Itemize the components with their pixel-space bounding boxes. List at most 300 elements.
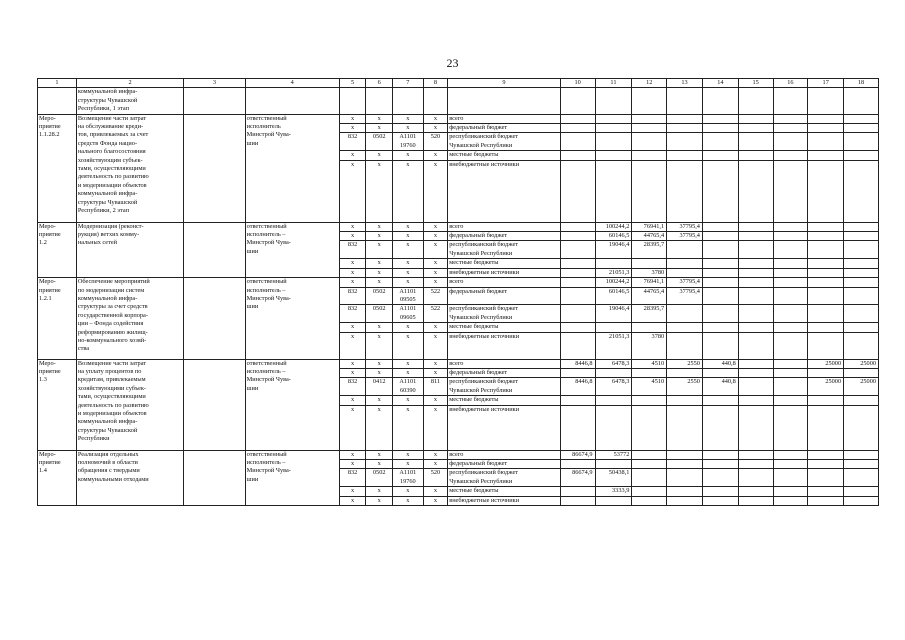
target-item-cell: x <box>392 323 423 332</box>
year-value-cell <box>844 232 879 241</box>
year-value-cell <box>738 133 773 151</box>
grbs-cell: 832 <box>339 305 366 323</box>
year-value-cell: 8446,8 <box>560 378 595 396</box>
expense-type-cell: x <box>423 496 448 505</box>
year-value-cell <box>560 323 595 332</box>
year-value-cell <box>738 305 773 323</box>
target-item-cell: x <box>392 450 423 459</box>
year-value-cell <box>702 278 738 287</box>
table-row <box>38 88 879 114</box>
expense-type-cell: 522 <box>423 287 448 305</box>
year-value-cell <box>667 469 703 487</box>
expense-type-cell: x <box>423 259 448 268</box>
year-value-cell <box>632 124 667 133</box>
target-item-cell: x <box>392 487 423 496</box>
grbs-cell: x <box>339 359 366 368</box>
grbs-cell: x <box>339 405 366 450</box>
year-value-cell <box>667 114 703 123</box>
funding-source-cell: внебюджетные источники <box>448 405 561 450</box>
year-value-cell <box>738 332 773 359</box>
year-value-cell <box>560 278 595 287</box>
column-number: 8 <box>423 79 448 88</box>
year-value-cell <box>738 359 773 368</box>
expense-type-cell: 522 <box>423 305 448 323</box>
year-value-cell <box>632 496 667 505</box>
funding-source-cell: местные бюджеты <box>448 259 561 268</box>
column-number: 10 <box>560 79 595 88</box>
year-value-cell <box>595 396 632 405</box>
year-value-cell <box>702 459 738 468</box>
year-value-cell: 6478,3 <box>595 359 632 368</box>
year-value-cell: 53772 <box>595 450 632 459</box>
year-value-cell <box>773 332 808 359</box>
year-value-cell: 440,8 <box>702 378 738 396</box>
expense-type-cell <box>423 88 448 114</box>
measure-name-cell: Реализация отдельных полномочий в области обращения с твердыми коммунальными отходами <box>76 450 183 505</box>
year-value-cell: 8446,8 <box>560 359 595 368</box>
column-number: 4 <box>245 79 339 88</box>
measure-id-cell: Меро- приятие 1.2.1 <box>38 278 77 359</box>
year-value-cell <box>738 114 773 123</box>
year-value-cell <box>560 368 595 377</box>
year-value-cell <box>808 160 844 222</box>
grbs-cell: x <box>339 259 366 268</box>
year-value-cell: 100244,2 <box>595 278 632 287</box>
year-value-cell <box>738 268 773 277</box>
year-value-cell <box>632 259 667 268</box>
year-value-cell <box>773 496 808 505</box>
year-value-cell <box>560 241 595 259</box>
executor-cell: ответственный исполнитель – Минстрой Чува- шии <box>245 222 339 277</box>
year-value-cell: 21051,3 <box>595 332 632 359</box>
measure-name-cell: коммунальной инфра- структуры Чувашской Республики, 1 этап <box>76 88 183 114</box>
empty-cell <box>184 222 245 277</box>
funding-source-cell: республиканский бюджет Чувашской Республики <box>448 241 561 259</box>
year-value-cell <box>632 450 667 459</box>
column-number: 6 <box>366 79 393 88</box>
year-value-cell <box>702 487 738 496</box>
expense-type-cell: x <box>423 450 448 459</box>
measure-id-cell: Меро- приятие 1.1.28.2 <box>38 114 77 222</box>
year-value-cell <box>595 133 632 151</box>
column-number-row <box>38 79 879 88</box>
year-value-cell <box>560 487 595 496</box>
year-value-cell <box>844 305 879 323</box>
section-cell: x <box>366 241 393 259</box>
year-value-cell <box>844 151 879 160</box>
year-value-cell <box>595 459 632 468</box>
year-value-cell <box>808 133 844 151</box>
year-value-cell <box>808 368 844 377</box>
year-value-cell <box>773 305 808 323</box>
grbs-cell: x <box>339 222 366 231</box>
year-value-cell <box>667 487 703 496</box>
target-item-cell: x <box>392 114 423 123</box>
expense-type-cell: x <box>423 487 448 496</box>
year-value-cell <box>773 469 808 487</box>
section-cell: x <box>366 160 393 222</box>
year-value-cell <box>632 160 667 222</box>
empty-cell <box>184 278 245 359</box>
year-value-cell <box>702 133 738 151</box>
year-value-cell <box>808 222 844 231</box>
section-cell: 0502 <box>366 469 393 487</box>
target-item-cell: x <box>392 232 423 241</box>
year-value-cell <box>773 405 808 450</box>
year-value-cell: 86674,9 <box>560 469 595 487</box>
table-row <box>38 278 879 287</box>
year-value-cell <box>738 151 773 160</box>
year-value-cell <box>738 459 773 468</box>
year-value-cell: 19046,4 <box>595 305 632 323</box>
section-cell: x <box>366 259 393 268</box>
year-value-cell <box>560 332 595 359</box>
funding-source-cell: федеральный бюджет <box>448 124 561 133</box>
year-value-cell <box>738 259 773 268</box>
grbs-cell: x <box>339 323 366 332</box>
year-value-cell <box>667 323 703 332</box>
column-number: 12 <box>632 79 667 88</box>
year-value-cell: 60146,5 <box>595 232 632 241</box>
year-value-cell <box>595 160 632 222</box>
expense-type-cell: x <box>423 232 448 241</box>
expense-type-cell: x <box>423 278 448 287</box>
expense-type-cell: x <box>423 222 448 231</box>
year-value-cell <box>844 114 879 123</box>
grbs-cell: x <box>339 487 366 496</box>
funding-source-cell: местные бюджеты <box>448 323 561 332</box>
section-cell: x <box>366 405 393 450</box>
column-number: 5 <box>339 79 366 88</box>
year-value-cell <box>632 405 667 450</box>
year-value-cell <box>738 323 773 332</box>
year-value-cell: 25000 <box>844 359 879 368</box>
empty-cell <box>184 450 245 505</box>
column-number: 1 <box>38 79 77 88</box>
funding-source-cell: всего <box>448 278 561 287</box>
grbs-cell: 832 <box>339 469 366 487</box>
expense-type-cell: x <box>423 359 448 368</box>
measure-name-cell: Обеспечение мероприятий по модернизации систем коммунальной инфра- структуры за счет средств государственной корпора- ции – Фонда содействия реформированию жилищ- но-коммунального хозяй- ства <box>76 278 183 359</box>
funding-source-cell: внебюджетные источники <box>448 160 561 222</box>
executor-cell: ответственный исполнитель – Минстрой Чува- шии <box>245 278 339 359</box>
funding-source-cell: местные бюджеты <box>448 487 561 496</box>
year-value-cell: 25000 <box>808 359 844 368</box>
year-value-cell <box>560 114 595 123</box>
grbs-cell: 832 <box>339 241 366 259</box>
year-value-cell <box>560 396 595 405</box>
year-value-cell <box>808 323 844 332</box>
year-value-cell: 2550 <box>667 359 703 368</box>
year-value-cell <box>702 469 738 487</box>
year-value-cell <box>667 396 703 405</box>
section-cell: x <box>366 222 393 231</box>
year-value-cell <box>808 278 844 287</box>
grbs-cell: x <box>339 124 366 133</box>
section-cell: x <box>366 268 393 277</box>
expense-type-cell: 520 <box>423 469 448 487</box>
year-value-cell <box>773 359 808 368</box>
year-value-cell <box>667 124 703 133</box>
grbs-cell <box>339 88 366 114</box>
year-value-cell <box>560 287 595 305</box>
expense-type-cell: x <box>423 396 448 405</box>
grbs-cell: x <box>339 160 366 222</box>
expense-type-cell: x <box>423 124 448 133</box>
year-value-cell <box>595 368 632 377</box>
year-value-cell <box>560 259 595 268</box>
grbs-cell: x <box>339 151 366 160</box>
year-value-cell <box>595 323 632 332</box>
year-value-cell <box>560 268 595 277</box>
year-value-cell <box>773 259 808 268</box>
year-value-cell <box>560 124 595 133</box>
year-value-cell <box>667 496 703 505</box>
year-value-cell <box>560 222 595 231</box>
year-value-cell <box>702 450 738 459</box>
target-item-cell: x <box>392 160 423 222</box>
target-item-cell: А1101 19760 <box>392 469 423 487</box>
measure-id-cell: Меро- приятие 1.4 <box>38 450 77 505</box>
year-value-cell <box>738 222 773 231</box>
year-value-cell <box>738 241 773 259</box>
year-value-cell <box>808 114 844 123</box>
year-value-cell <box>808 151 844 160</box>
expense-type-cell: x <box>423 459 448 468</box>
grbs-cell: x <box>339 114 366 123</box>
year-value-cell <box>595 124 632 133</box>
year-value-cell <box>702 496 738 505</box>
section-cell: 0502 <box>366 305 393 323</box>
year-value-cell <box>595 496 632 505</box>
year-value-cell <box>702 287 738 305</box>
column-number: 15 <box>738 79 773 88</box>
target-item-cell: x <box>392 332 423 359</box>
expense-type-cell: x <box>423 151 448 160</box>
year-value-cell <box>844 278 879 287</box>
year-value-cell <box>667 459 703 468</box>
year-value-cell <box>667 405 703 450</box>
year-value-cell <box>738 496 773 505</box>
year-value-cell <box>773 450 808 459</box>
year-value-cell <box>773 487 808 496</box>
expense-type-cell: 811 <box>423 378 448 396</box>
section-cell: 0412 <box>366 378 393 396</box>
year-value-cell <box>702 160 738 222</box>
year-value-cell <box>702 268 738 277</box>
year-value-cell <box>667 368 703 377</box>
year-value-cell <box>808 450 844 459</box>
target-item-cell: x <box>392 268 423 277</box>
year-value-cell <box>632 469 667 487</box>
year-value-cell <box>844 405 879 450</box>
year-value-cell <box>560 232 595 241</box>
year-value-cell <box>595 259 632 268</box>
year-value-cell <box>667 241 703 259</box>
year-value-cell <box>632 151 667 160</box>
funding-source-cell: республиканский бюджет Чувашской Республики <box>448 133 561 151</box>
section-cell: x <box>366 323 393 332</box>
year-value-cell <box>808 459 844 468</box>
year-value-cell <box>702 114 738 123</box>
funding-source-cell: федеральный бюджет <box>448 232 561 241</box>
funding-source-cell: республиканский бюджет Чувашской Республики <box>448 469 561 487</box>
grbs-cell: 832 <box>339 133 366 151</box>
year-value-cell <box>808 241 844 259</box>
year-value-cell <box>773 222 808 231</box>
year-value-cell <box>632 114 667 123</box>
year-value-cell <box>808 287 844 305</box>
year-value-cell <box>808 496 844 505</box>
year-value-cell <box>808 88 844 114</box>
expense-type-cell: x <box>423 405 448 450</box>
year-value-cell: 100244,2 <box>595 222 632 231</box>
measure-id-cell: Меро- приятие 1.3 <box>38 359 77 450</box>
year-value-cell: 6478,3 <box>595 378 632 396</box>
year-value-cell: 3780 <box>632 332 667 359</box>
expense-type-cell: x <box>423 241 448 259</box>
column-number: 2 <box>76 79 183 88</box>
grbs-cell: x <box>339 396 366 405</box>
executor-cell <box>245 88 339 114</box>
target-item-cell: x <box>392 405 423 450</box>
year-value-cell <box>702 323 738 332</box>
target-item-cell <box>392 88 423 114</box>
target-item-cell: x <box>392 259 423 268</box>
executor-cell: ответственный исполнитель Минстрой Чува- шии <box>245 114 339 222</box>
year-value-cell: 2550 <box>667 378 703 396</box>
table-row <box>38 114 879 123</box>
year-value-cell <box>560 160 595 222</box>
section-cell: x <box>366 368 393 377</box>
year-value-cell <box>738 368 773 377</box>
year-value-cell <box>844 124 879 133</box>
year-value-cell <box>844 450 879 459</box>
section-cell: x <box>366 496 393 505</box>
funding-source-cell: всего <box>448 359 561 368</box>
empty-cell <box>184 88 245 114</box>
year-value-cell <box>560 133 595 151</box>
year-value-cell: 25000 <box>808 378 844 396</box>
year-value-cell <box>844 459 879 468</box>
table-body <box>38 79 879 506</box>
year-value-cell <box>667 133 703 151</box>
year-value-cell <box>773 323 808 332</box>
year-value-cell <box>667 332 703 359</box>
funding-source-cell <box>448 88 561 114</box>
year-value-cell <box>738 405 773 450</box>
year-value-cell <box>773 151 808 160</box>
year-value-cell <box>773 459 808 468</box>
year-value-cell <box>738 88 773 114</box>
year-value-cell <box>808 332 844 359</box>
section-cell: x <box>366 396 393 405</box>
year-value-cell <box>667 88 703 114</box>
year-value-cell <box>595 114 632 123</box>
year-value-cell: 50438,1 <box>595 469 632 487</box>
year-value-cell <box>844 160 879 222</box>
table-row <box>38 359 879 368</box>
target-item-cell: А1101 19760 <box>392 133 423 151</box>
year-value-cell: 28395,7 <box>632 305 667 323</box>
year-value-cell <box>773 88 808 114</box>
target-item-cell: x <box>392 222 423 231</box>
column-number: 11 <box>595 79 632 88</box>
funding-source-cell: местные бюджеты <box>448 151 561 160</box>
year-value-cell <box>808 259 844 268</box>
year-value-cell <box>808 232 844 241</box>
year-value-cell <box>702 232 738 241</box>
year-value-cell <box>844 332 879 359</box>
target-item-cell: x <box>392 359 423 368</box>
funding-source-cell: внебюджетные источники <box>448 268 561 277</box>
measure-id-cell <box>38 88 77 114</box>
year-value-cell <box>632 368 667 377</box>
target-item-cell: x <box>392 396 423 405</box>
section-cell: x <box>366 450 393 459</box>
year-value-cell: 44765,4 <box>632 287 667 305</box>
year-value-cell <box>773 368 808 377</box>
grbs-cell: x <box>339 332 366 359</box>
year-value-cell <box>667 160 703 222</box>
year-value-cell <box>808 124 844 133</box>
year-value-cell <box>560 151 595 160</box>
funding-source-cell: федеральный бюджет <box>448 287 561 305</box>
year-value-cell <box>808 305 844 323</box>
year-value-cell <box>632 487 667 496</box>
measure-name-cell: Возмещение части затрат на обслуживание креди- тов, привлекаемых за счет средств Фонда нацио- нального благосостояния хозяйствующим субъек- тами, осуществляющими деятельность по развитию и модернизации объектов коммунальной инфра- структуры Чувашской Республики, 2 этап <box>76 114 183 222</box>
measure-id-cell: Меро- приятие 1.2 <box>38 222 77 277</box>
table-row <box>38 450 879 459</box>
year-value-cell <box>844 396 879 405</box>
year-value-cell <box>844 222 879 231</box>
year-value-cell: 37795,4 <box>667 232 703 241</box>
year-value-cell <box>632 88 667 114</box>
year-value-cell <box>773 287 808 305</box>
target-item-cell: x <box>392 459 423 468</box>
year-value-cell <box>560 405 595 450</box>
funding-source-cell: всего <box>448 450 561 459</box>
funding-source-cell: всего <box>448 222 561 231</box>
grbs-cell: x <box>339 278 366 287</box>
measure-name-cell: Модернизация (реконст- рукция) ветхих комму- нальных сетей <box>76 222 183 277</box>
empty-cell <box>184 359 245 450</box>
budget-table <box>37 78 879 506</box>
year-value-cell <box>702 305 738 323</box>
table-row <box>38 222 879 231</box>
year-value-cell <box>808 469 844 487</box>
funding-source-cell: федеральный бюджет <box>448 368 561 377</box>
year-value-cell <box>702 405 738 450</box>
expense-type-cell: x <box>423 332 448 359</box>
expense-type-cell: 520 <box>423 133 448 151</box>
year-value-cell <box>808 268 844 277</box>
year-value-cell: 4510 <box>632 359 667 368</box>
section-cell: x <box>366 151 393 160</box>
expense-type-cell: x <box>423 368 448 377</box>
year-value-cell <box>738 232 773 241</box>
year-value-cell <box>773 124 808 133</box>
year-value-cell <box>773 160 808 222</box>
funding-source-cell: республиканский бюджет Чувашской Республики <box>448 305 561 323</box>
year-value-cell <box>738 378 773 396</box>
year-value-cell: 3333,9 <box>595 487 632 496</box>
target-item-cell: x <box>392 151 423 160</box>
year-value-cell <box>844 469 879 487</box>
column-number: 9 <box>448 79 561 88</box>
year-value-cell <box>667 305 703 323</box>
column-number: 13 <box>667 79 703 88</box>
